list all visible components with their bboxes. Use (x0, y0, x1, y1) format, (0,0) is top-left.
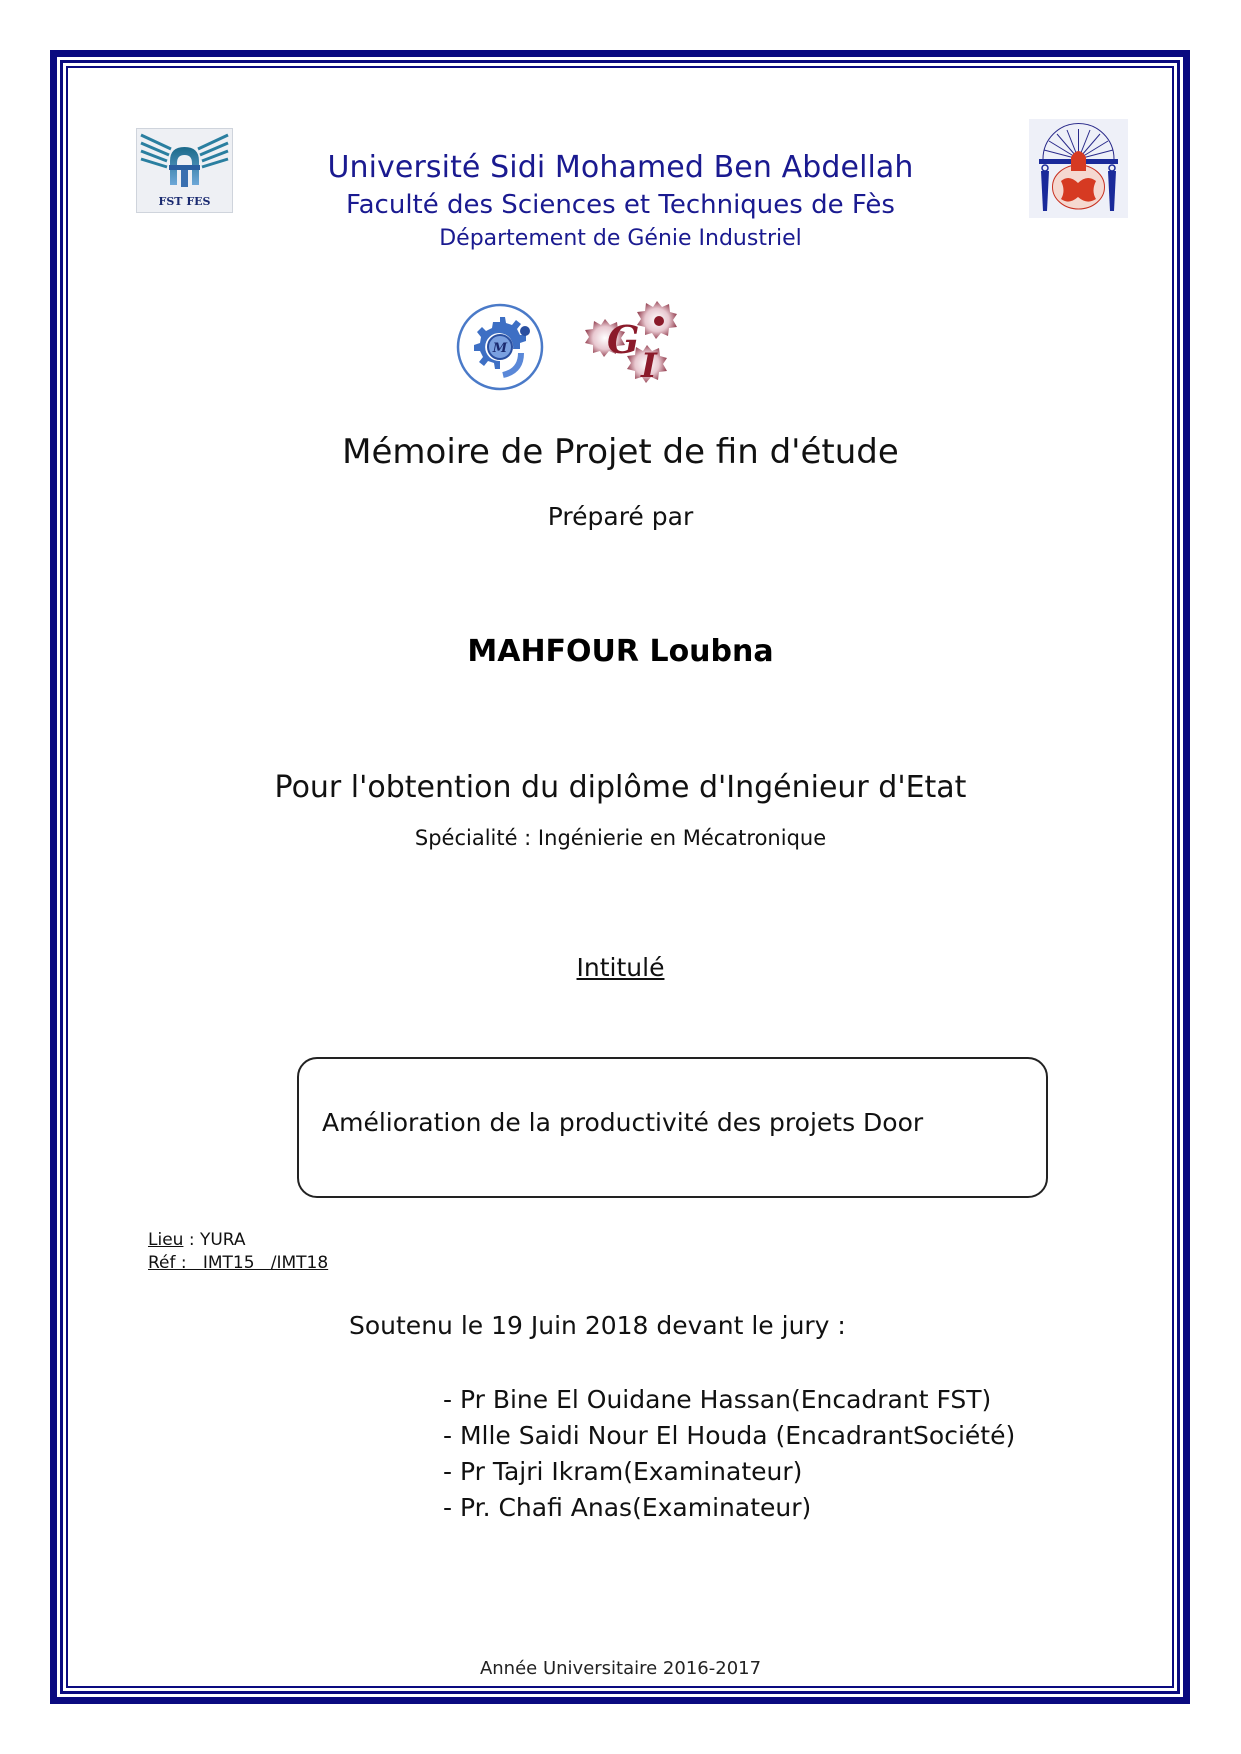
document-title: Mémoire de Projet de fin d'étude (342, 432, 899, 472)
jury-member: - Pr. Chafi Anas(Examinateur) (443, 1493, 812, 1522)
prepared-by-label: Préparé par (547, 502, 694, 531)
project-title: Amélioration de la productivité des projets Door (322, 1108, 924, 1137)
jury-list (443, 1382, 1015, 1526)
jury-member: - Pr Bine El Ouidane Hassan(Encadrant FST) (443, 1385, 992, 1414)
genie-industriel-logo (577, 297, 687, 399)
jury-member: - Pr Tajri Ikram(Examinateur) (443, 1457, 803, 1486)
gi-gears-icon (577, 297, 687, 399)
author-name: MAHFOUR Loubna (467, 634, 774, 669)
mecatronique-logo (455, 303, 545, 391)
svg-text:I: I (641, 346, 657, 386)
location-line (148, 1230, 246, 1250)
defense-statement: Soutenu le 19 Juin 2018 devant le jury : (349, 1311, 846, 1340)
svg-text:M: M (492, 341, 508, 356)
intitule-heading: Intitulé (576, 953, 665, 982)
jury-member: - Mlle Saidi Nour El Houda (EncadrantSociété) (443, 1421, 1016, 1450)
department-name: Département de Génie Industriel (439, 226, 802, 251)
location-value: : YURA (183, 1230, 246, 1250)
location-label: Lieu (148, 1230, 184, 1250)
faculty-name: Faculté des Sciences et Techniques de Fès (346, 190, 895, 220)
svg-text:G: G (607, 317, 640, 362)
svg-text:FST FES: FST FES (158, 195, 211, 208)
gear-m-icon (455, 303, 545, 391)
reference-line: Réf : IMT15 /IMT18 (148, 1253, 329, 1273)
speciality: Spécialité : Ingénierie en Mécatronique (414, 826, 827, 850)
degree-statement: Pour l'obtention du diplôme d'Ingénieur d'Etat (274, 770, 967, 805)
university-name: Université Sidi Mohamed Ben Abdellah (327, 150, 914, 185)
academic-year: Année Universitaire 2016-2017 (479, 1658, 762, 1679)
